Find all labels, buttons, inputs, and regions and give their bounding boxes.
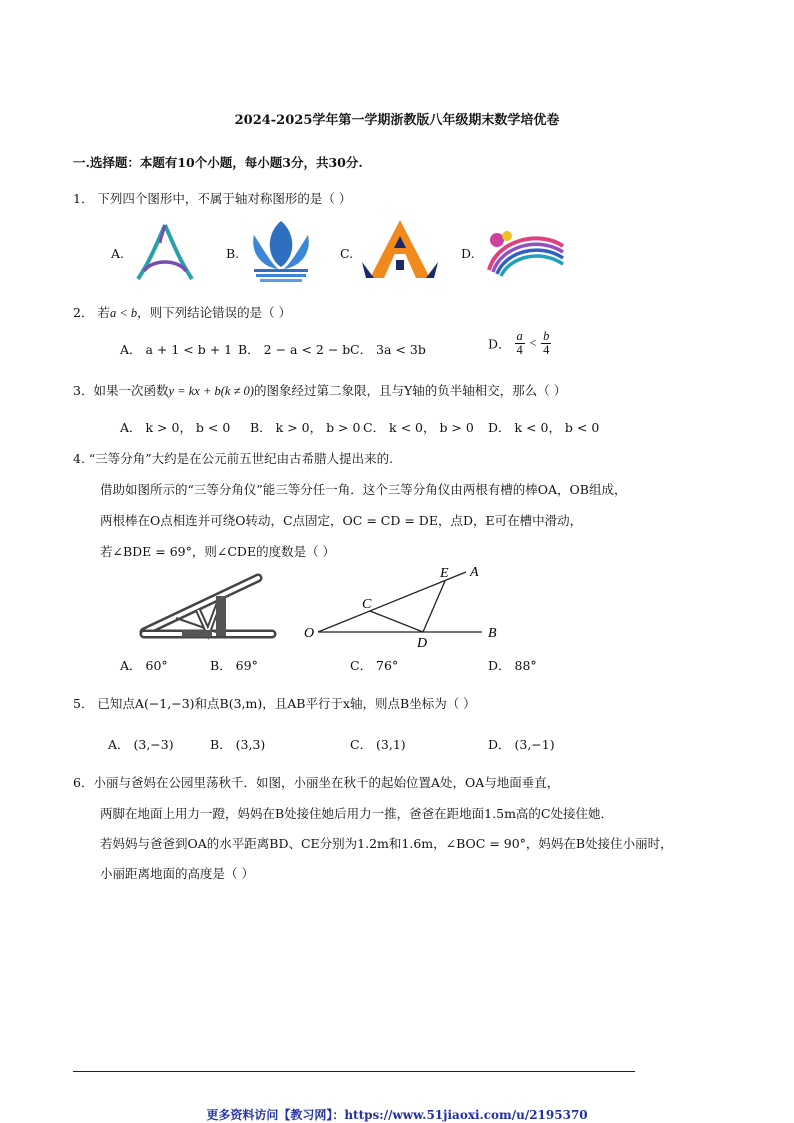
q4-line3: 两根棒在O点相连并可绕O转动，C点固定，OC = CD = DE，点D，E可在槽中滑动， — [100, 513, 583, 528]
page-title: 2024-2025学年第一学期浙教版八年级期末数学培优卷 — [234, 113, 560, 128]
q4-option-d: D． 88° — [488, 658, 537, 673]
point-a-label: A — [470, 565, 479, 580]
q4-line1: 4. “三等分角”大约是在公元前五世纪由古希腊人提出来的. — [73, 451, 394, 466]
footer-link[interactable]: 更多资料访问【教习网】：https://www.51jiaoxi.com/u/2195370 — [206, 1108, 588, 1122]
q6-line4: 小丽距离地面的高度是（ ） — [100, 866, 254, 881]
q4-geometry-figure — [300, 560, 510, 652]
point-c-label: C — [362, 597, 372, 612]
q4-option-c: C． 76° — [350, 658, 399, 673]
q1-option-a-label: A. — [111, 246, 125, 261]
q2-option-d: D． $\frac{a}{4}$ < $\frac{b}{4}$ — [488, 329, 550, 357]
point-b-label: B — [488, 626, 497, 641]
q1-option-b-label: B. — [226, 246, 240, 261]
q1-figure-c — [358, 218, 442, 284]
q5-option-a: A． (3,−3) — [108, 737, 174, 752]
footer-divider — [73, 1071, 635, 1072]
q4-trisector-instrument-figure — [138, 570, 278, 646]
q3-option-a: A． k > 0， b < 0 — [120, 420, 231, 435]
q4-line2: 借助如图所示的“三等分角仪”能三等分任一角．这个三等分角仪由两根有槽的棒OA，OB组成， — [100, 482, 627, 497]
q1-option-d-label: D. — [461, 246, 475, 261]
q4-option-b: B． 69° — [210, 658, 258, 673]
q5-stem: 5． 已知点A(−1,−3)和点B(3,m)，且AB平行于x轴，则点B坐标为（ ） — [73, 696, 476, 711]
q1-figure-d — [483, 226, 567, 278]
point-e-label: E — [440, 566, 449, 581]
q6-line1: 6．小丽与爸妈在公园里荡秋千．如图，小丽坐在秋千的起始位置A处，OA与地面垂直， — [73, 775, 560, 790]
q5-option-b: B． (3,3) — [210, 737, 266, 752]
q5-option-c: C． (3,1) — [350, 737, 406, 752]
q3-stem: 3．如果一次函数y = kx + b(k ≠ 0)的图象经过第二象限，且与Y轴的负半轴相交，那么（ ） — [73, 383, 567, 398]
point-d-label: D — [417, 636, 428, 651]
q2-option-a: A． a + 1 < b + 1 — [120, 342, 233, 357]
q3-option-b: B． k > 0， b > 0 — [250, 420, 361, 435]
section-heading: 一.选择题：本题有10个小题，每小题3分，共30分. — [73, 155, 363, 170]
q2-option-b: B． 2 − a < 2 − b — [238, 342, 351, 357]
q5-option-d: D． (3,−1) — [488, 737, 555, 752]
q1-option-c-label: C. — [340, 246, 354, 261]
point-o-label: O — [304, 626, 315, 641]
q6-line2: 两脚在地面上用力一蹬，妈妈在B处接住她后用力一推，爸爸在距地面1.5m高的C处接住她． — [100, 806, 613, 821]
q3-option-d: D． k < 0， b < 0 — [488, 420, 600, 435]
q6-line3: 若妈妈与爸爸到OA的水平距离BD、CE分别为1.2m和1.6m，∠BOC = 90°，妈妈在B处接住小丽时， — [100, 836, 673, 851]
q2-option-c: C． 3a < 3b — [350, 342, 426, 357]
q1-figure-a — [130, 221, 200, 283]
q4-option-a: A． 60° — [120, 658, 168, 673]
q4-line4: 若∠BDE = 69°，则∠CDE的度数是（ ） — [100, 544, 336, 559]
q1-figure-b — [244, 219, 318, 283]
q2-stem: 2． 若a < b，则下列结论错误的是（ ） — [73, 305, 292, 320]
q1-stem: 1． 下列四个图形中，不属于轴对称图形的是（ ） — [73, 191, 352, 206]
q3-option-c: C． k < 0， b > 0 — [363, 420, 474, 435]
